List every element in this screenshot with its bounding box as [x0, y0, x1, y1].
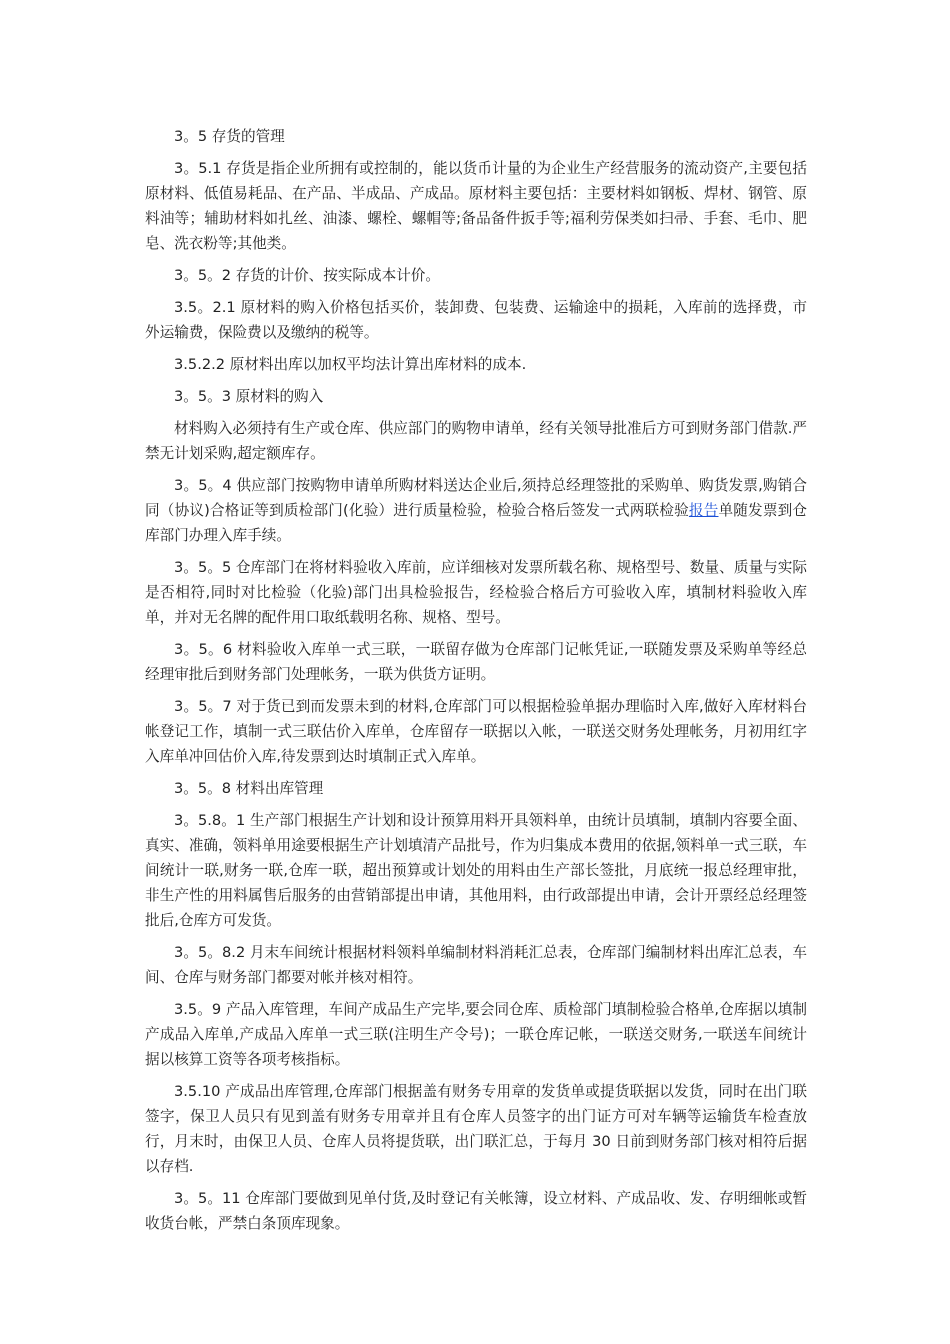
paragraph-3-5-6: 3。5。6 材料验收入库单一式三联，一联留存做为仓库部门记帐凭证,一联随发票及采购单等经总经理审批后到财务部门处理帐务，一联为供货方证明。: [145, 641, 807, 683]
paragraph-3-5-8: 3。5。8 材料出库管理: [174, 780, 324, 797]
paragraph-3-5-5: 3。5。5 仓库部门在将材料验收入库前，应详细核对发票所载名称、规格型号、数量、质量与实际是否相符,同时对比检验（化验)部门出具检验报告，经检验合格后方可验收入库，填制材料验收入库单，并对无名牌的配件用口取纸载明名称、规格、型号。: [145, 559, 807, 626]
heading-inventory-management: 3。5 存货的管理: [174, 128, 285, 145]
paragraph-3-5-3: 3。5。3 原材料的购入: [174, 388, 324, 405]
paragraph-3-5-8-1: 3。5.8。1 生产部门根据生产计划和设计预算用料开具领料单，由统计员填制，填制内容要全面、真实、准确，领料单用途要根据生产计划填清产品批号，作为归集成本费用的依据,领料单一式三联，车间统计一联,财务一联,仓库一联，超出预算或计划处的用料由生产部长签批，月底统一报总经理审批，非生产性的用料属售后服务的由营销部提出申请，其他用料，由行政部提出申请，会计开票经总经理签批后,仓库方可发货。: [145, 812, 807, 929]
paragraph-3-5-2-1: 3.5。2.1 原材料的购入价格包括买价，装卸费、包装费、运输途中的损耗，入库前的选择费，市外运输费，保险费以及缴纳的税等。: [145, 299, 807, 341]
paragraph-3-5-1: 3。5.1 存货是指企业所拥有或控制的，能以货币计量的为企业生产经营服务的流动资产,主要包括原材料、低值易耗品、在产品、半成品、产成品。原材料主要包括：主要材料如钢板、焊材、钢管、原料油等；辅助材料如扎丝、油漆、螺栓、螺帽等;备品备件扳手等;福利劳保类如扫帚、手套、毛巾、肥皂、洗衣粉等;其他类。: [145, 160, 807, 252]
paragraph-3-5-4-text-before: 3。5。4 供应部门按购物申请单所购材料送达企业后,须持总经理签批的采购单、购货发票,购销合同（协议)合格证等到质检部门(化验）进行质量检验，检验合格后签发一式两联检验: [145, 477, 807, 519]
paragraph-3-5-4-text-after: 单随发票到仓库部门办理入库手续。: [145, 502, 807, 544]
paragraph-3-5-10: 3.5.10 产成品出库管理,仓库部门根据盖有财务专用章的发货单或提货联据以发货，同时在出门联签字，保卫人员只有见到盖有财务专用章并且有仓库人员签字的出门证方可对车辆等运输货车检查放行，月末时，由保卫人员、仓库人员将提货联，出门联汇总，于每月 30 日前到财务部门核对相符后据以存档.: [145, 1083, 807, 1175]
paragraph-purchase-rule: 材料购入必须持有生产或仓库、供应部门的购物申请单，经有关领导批准后方可到财务部门借款.严禁无计划采购,超定额库存。: [145, 420, 807, 462]
paragraph-3-5-4: [145, 473, 807, 548]
paragraph-3-5-8-2: 3。5。8.2 月末车间统计根据材料领料单编制材料消耗汇总表，仓库部门编制材料出库汇总表，车间、仓库与财务部门都要对帐并核对相符。: [145, 944, 807, 986]
paragraph-3-5-2: 3。5。2 存货的计价、按实际成本计价。: [174, 267, 440, 284]
report-link[interactable]: 报告: [688, 502, 719, 519]
document-body: [145, 124, 807, 1243]
paragraph-3-5-11: 3。5。11 仓库部门要做到见单付货,及时登记有关帐簿，设立材料、产成品收、发、存明细帐或暂收货台帐，严禁白条顶库现象。: [145, 1190, 807, 1232]
paragraph-3-5-7: 3。5。7 对于货已到而发票未到的材料,仓库部门可以根据检验单据办理临时入库,做好入库材料台帐登记工作，填制一式三联估价入库单，仓库留存一联据以入帐，一联送交财务处理帐务，月初用红字入库单冲回估价入库,待发票到达时填制正式入库单。: [145, 698, 807, 765]
paragraph-3-5-2-2: 3.5.2.2 原材料出库以加权平均法计算出库材料的成本.: [174, 356, 527, 373]
paragraph-3-5-9: 3.5。9 产品入库管理，车间产成品生产完毕,要会同仓库、质检部门填制检验合格单,仓库据以填制产成品入库单,产成品入库单一式三联(注明生产令号)；一联仓库记帐，一联送交财务,一联送车间统计据以核算工资等各项考核指标。: [145, 1001, 807, 1068]
